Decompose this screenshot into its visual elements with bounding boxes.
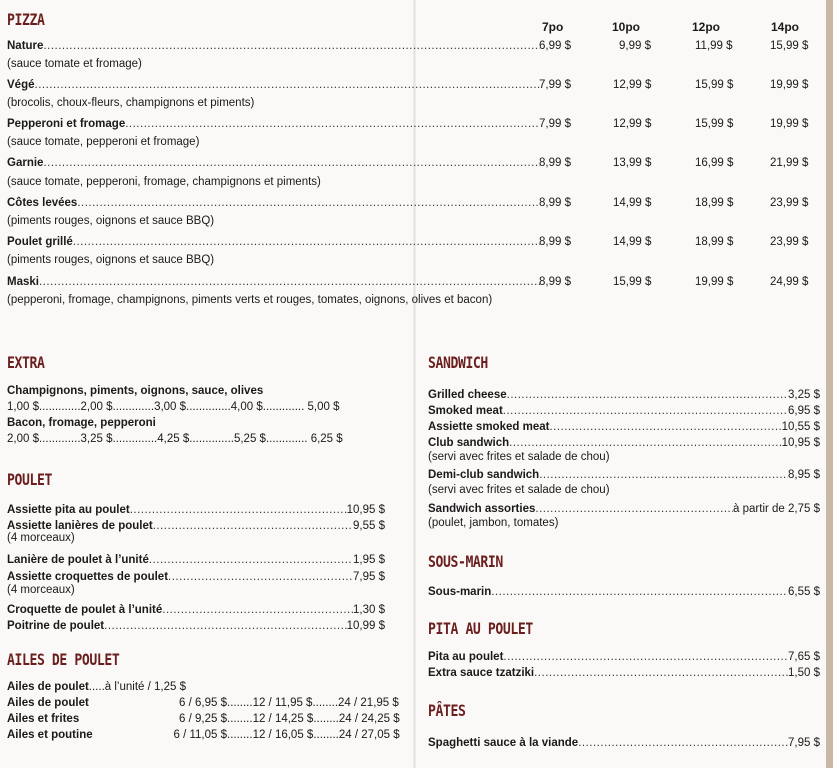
- price-10po: 14,99 $: [613, 197, 652, 209]
- poulet-heading: POULET: [7, 470, 52, 489]
- pizza-name: Maski: [7, 276, 39, 288]
- price-14po: 23,99 $: [770, 197, 809, 209]
- extra-group1-label: Champignons, piments, oignons, sauce, olives: [7, 385, 264, 397]
- ailes-unit-row: Ailes de poulet.....à l’unité / 1,25 $: [7, 681, 186, 693]
- price-7po: 8,99 $: [539, 276, 571, 288]
- menu-item: Sous-marin ..... 6,55 $: [428, 582, 820, 598]
- menu-item: Demi-club sandwich ..... 8,95 $: [428, 465, 820, 481]
- pizza-name: Pepperoni et fromage: [7, 118, 126, 130]
- pizza-name: Poulet grillé: [7, 236, 73, 248]
- pizza-desc: (sauce tomate, pepperoni, fromage, champignons et piments): [7, 176, 321, 188]
- price-12po: 16,99 $: [695, 157, 734, 169]
- menu-item: Extra sauce tzatziki ..... 1,50 $: [428, 663, 820, 679]
- item-price: 3,25 $: [788, 389, 820, 401]
- pizza-name: Côtes levées: [7, 197, 78, 209]
- item-price: 8,95 $: [788, 469, 820, 481]
- extra-price: 2,00 $: [7, 433, 39, 445]
- menu-item: Assiette pita au poulet ..... 10,95 $: [7, 500, 385, 516]
- item-price: 1,50 $: [788, 667, 820, 679]
- ailes-row: Ailes de poulet 6 / 6,95 $........12 / 11,95 $........24 / 21,95 $: [7, 697, 399, 709]
- extra-price: 4,00 $: [230, 401, 263, 413]
- menu-item: Croquette de poulet à l’unité ..... 1,30 $: [7, 600, 385, 616]
- menu-item: Sandwich assorties ..... à partir de 2,75 $: [428, 499, 820, 515]
- size-14po: 14po: [771, 20, 800, 34]
- pizza-row-pepperoni: [7, 118, 812, 134]
- price-7po: 8,99 $: [539, 157, 571, 169]
- pizza-desc: (sauce tomate, pepperoni et fromage): [7, 136, 200, 148]
- price-10po: 13,99 $: [613, 157, 652, 169]
- pizza-desc: (piments rouges, oignons et sauce BBQ): [7, 254, 215, 266]
- extra-group2-prices: 2,00 $.............3,25 $..............4,25 $..............5,25 $............. 6,25 $: [7, 433, 343, 445]
- menu-edge: [826, 0, 833, 768]
- price-10po: 14,99 $: [613, 236, 652, 248]
- price-14po: 24,99 $: [770, 276, 809, 288]
- extra-group1-prices: 1,00 $.............2,00 $.............3,00 $..............4,00 $............. 5,00 $: [7, 401, 340, 413]
- price-14po: 19,99 $: [770, 79, 809, 91]
- menu-item: Club sandwich ..... 10,95 $: [428, 433, 820, 449]
- extra-price: 1,00 $: [7, 401, 39, 413]
- item-note: (poulet, jambon, tomates): [428, 517, 559, 529]
- menu-item: Lanière de poulet à l’unité ..... 1,95 $: [7, 550, 385, 566]
- menu-item: Assiette croquettes de poulet ..... 7,95 $: [7, 567, 385, 583]
- ailes-row: Ailes et poutine 6 / 11,05 $........12 / 16,05 $........24 / 27,05 $: [7, 729, 400, 741]
- extra-price: 5,25 $: [233, 433, 266, 445]
- price-14po: 21,99 $: [770, 157, 809, 169]
- pizza-desc: (brocolis, choux-fleurs, champignons et piments): [7, 97, 255, 109]
- price-7po: 8,99 $: [539, 197, 571, 209]
- price-12po: 19,99 $: [695, 276, 734, 288]
- pizza-name: Garnie: [7, 157, 44, 169]
- pizza-row-cotes-levees: [7, 197, 812, 213]
- pates-heading: PÂTES: [428, 701, 466, 720]
- pizza-row-nature: [7, 40, 812, 56]
- price-7po: 7,99 $: [539, 118, 571, 130]
- pizza-desc: (sauce tomate et fromage): [7, 58, 142, 70]
- pizza-name: Nature: [7, 40, 44, 52]
- size-7po: 7po: [542, 20, 564, 34]
- pita-heading: PITA AU POULET: [428, 619, 533, 638]
- menu-item: Assiette lanières de poulet ..... 9,55 $: [7, 516, 385, 532]
- menu-item: Pita au poulet ..... 7,65 $: [428, 647, 820, 663]
- item-price: 7,65 $: [788, 651, 820, 663]
- item-price: 1,30 $: [353, 604, 385, 616]
- item-note: (4 morceaux): [7, 532, 75, 544]
- size-12po: 12po: [692, 20, 721, 34]
- pizza-row-garnie: [7, 157, 812, 173]
- pizza-row-vege: [7, 79, 812, 95]
- price-12po: 11,99 $: [695, 40, 733, 52]
- menu-item: Smoked meat ..... 6,95 $: [428, 401, 820, 417]
- price-14po: 23,99 $: [770, 236, 809, 248]
- price-14po: 15,99 $: [770, 40, 809, 52]
- size-10po: 10po: [612, 20, 641, 34]
- page-fold: [413, 0, 416, 768]
- price-12po: 15,99 $: [695, 118, 734, 130]
- item-note: (4 morceaux): [7, 584, 75, 596]
- item-price: 10,95 $: [781, 437, 820, 449]
- price-10po: 12,99 $: [613, 118, 652, 130]
- price-14po: 19,99 $: [770, 118, 809, 130]
- extra-price: 3,00 $: [154, 401, 187, 413]
- pizza-row-poulet-grille: [7, 236, 812, 252]
- pizza-name: Végé: [7, 79, 35, 91]
- item-note: (servi avec frites et salade de chou): [428, 451, 610, 463]
- price-7po: 8,99 $: [539, 236, 571, 248]
- pizza-row-maski: [7, 276, 812, 292]
- menu-item: Assiette smoked meat ..... 10,55 $: [428, 417, 820, 433]
- ailes-row: Ailes et frites 6 / 9,25 $........12 / 14,25 $........24 / 24,25 $: [7, 713, 400, 725]
- price-10po: 9,99 $: [619, 40, 651, 52]
- ailes-heading: AILES DE POULET: [7, 650, 120, 669]
- item-price: 10,99 $: [346, 620, 385, 632]
- menu-item: Spaghetti sauce à la viande ..... 7,95 $: [428, 733, 820, 749]
- price-10po: 12,99 $: [613, 79, 652, 91]
- item-price: 6,55 $: [788, 586, 820, 598]
- extra-price: 2,00 $: [80, 401, 113, 413]
- price-12po: 18,99 $: [695, 236, 734, 248]
- price-10po: 15,99 $: [613, 276, 652, 288]
- extra-heading: EXTRA: [7, 353, 45, 372]
- item-price: 6,95 $: [788, 405, 820, 417]
- item-price: 1,95 $: [353, 554, 385, 566]
- price-12po: 18,99 $: [695, 197, 734, 209]
- extra-price: 4,25 $: [157, 433, 190, 445]
- menu-item: Grilled cheese ..... 3,25 $: [428, 385, 820, 401]
- menu-item: Poitrine de poulet ..... 10,99 $: [7, 616, 385, 632]
- pizza-desc: (piments rouges, oignons et sauce BBQ): [7, 215, 215, 227]
- item-price: 10,95 $: [346, 504, 385, 516]
- sandwich-heading: SANDWICH: [428, 353, 488, 372]
- item-price: 10,55 $: [781, 421, 820, 433]
- ailes-unit-price: à l’unité / 1,25 $: [104, 681, 186, 693]
- extra-price: 3,25 $: [80, 433, 113, 445]
- item-price: 7,95 $: [788, 737, 820, 749]
- item-price: 7,95 $: [353, 571, 385, 583]
- price-7po: 7,99 $: [539, 79, 571, 91]
- extra-price: 6,25 $: [310, 433, 343, 445]
- extra-group2-label: Bacon, fromage, pepperoni: [7, 417, 156, 429]
- item-price: à partir de 2,75 $: [733, 503, 820, 515]
- item-note: (servi avec frites et salade de chou): [428, 484, 610, 496]
- sousmarin-heading: SOUS-MARIN: [428, 552, 503, 571]
- item-price: 9,55 $: [353, 520, 385, 532]
- price-7po: 6,99 $: [539, 40, 571, 52]
- pizza-desc: (pepperoni, fromage, champignons, piments verts et rouges, tomates, oignons, olives et bacon): [7, 294, 493, 306]
- pizza-heading: PIZZA: [7, 10, 45, 29]
- extra-price: 5,00 $: [307, 401, 340, 413]
- price-12po: 15,99 $: [695, 79, 734, 91]
